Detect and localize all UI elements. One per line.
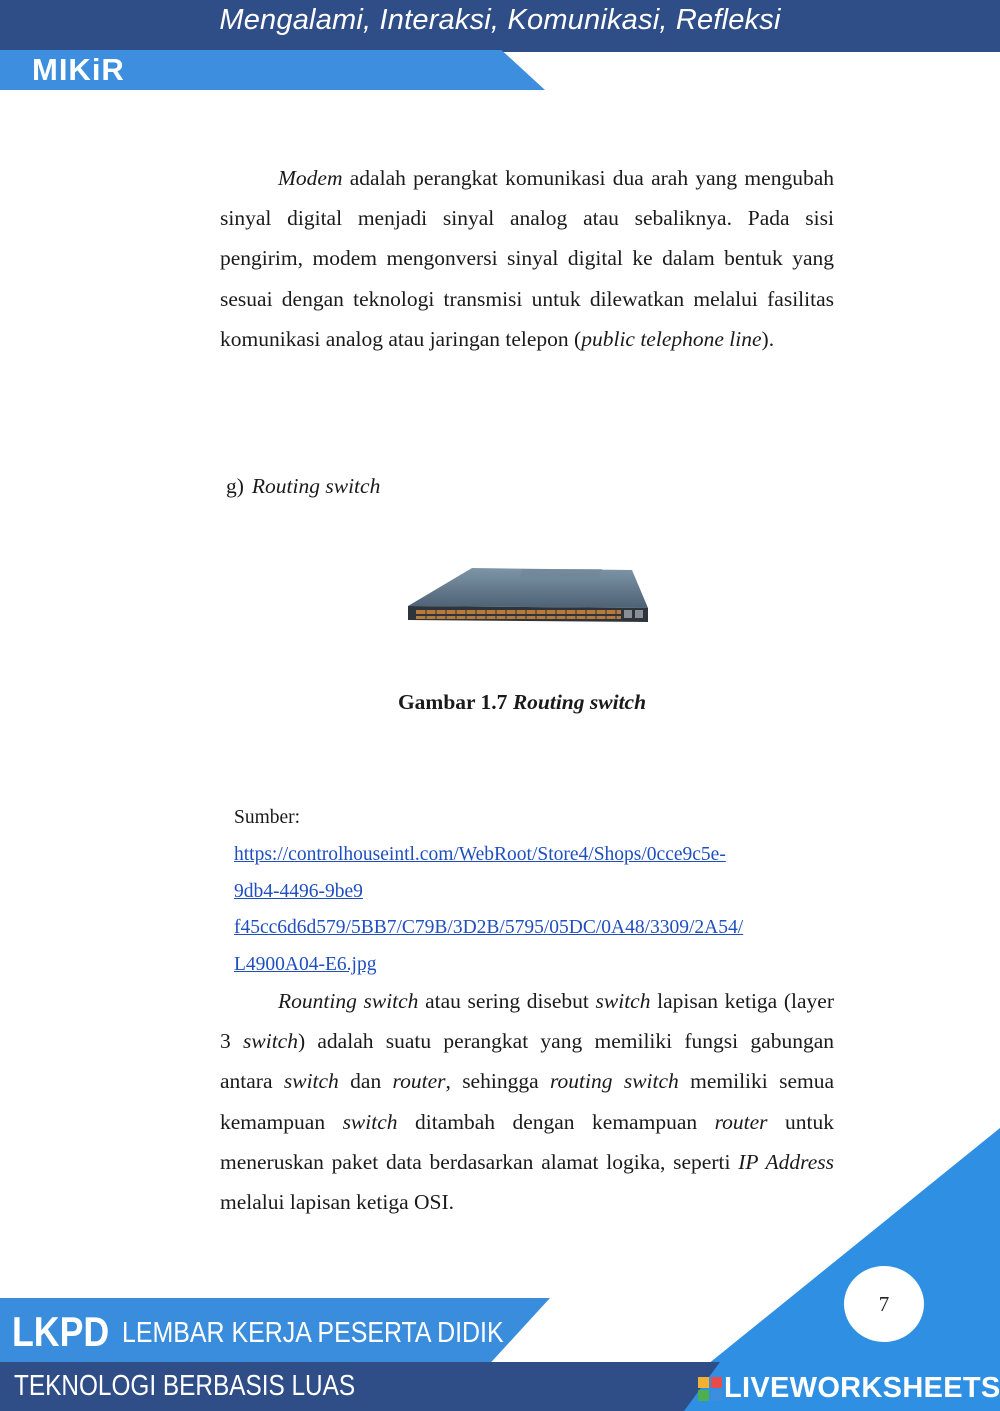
- paragraph-run: ) adalah suatu perangkat yang memiliki fungsi gabungan antara: [220, 1029, 834, 1094]
- paragraph-run: IP Address: [738, 1149, 835, 1174]
- footer-brand-subtitle: LEMBAR KERJA PESERTA DIDIK: [122, 1317, 504, 1349]
- source-block: [234, 800, 854, 984]
- figure-caption: Gambar 1.7 Routing switch: [397, 690, 647, 714]
- liveworksheets-watermark: [698, 1372, 1000, 1405]
- subheading-routing-switch: [226, 474, 380, 499]
- paragraph-run: switch: [342, 1109, 398, 1134]
- paragraph-routing-switch-text: [220, 981, 834, 1222]
- paragraph-run: Rounting switch: [278, 989, 419, 1013]
- paragraph-run: memiliki semua kemampuan: [220, 1069, 835, 1134]
- source-link-line-4[interactable]: L4900A04-E6.jpg: [234, 954, 377, 976]
- paragraph-run: , sehingga: [445, 1069, 550, 1094]
- paragraph-run: melalui lapisan ketiga OSI.: [220, 1190, 455, 1215]
- paragraph-run: lapisan ketiga (layer 3: [220, 989, 834, 1054]
- footer-subject: TEKNOLOGI BERBASIS LUAS: [14, 1370, 356, 1402]
- paragraph-routing-switch: [220, 981, 834, 1222]
- paragraph-run: router: [714, 1109, 768, 1134]
- paragraph-run: ditambah dengan kemampuan: [397, 1109, 715, 1134]
- source-link-line-3[interactable]: f45cc6d6d579/5BB7/C79B/3D2B/5795/05DC/0A48/3309/2A54/: [234, 917, 744, 939]
- paragraph-run: switch: [595, 989, 651, 1013]
- paragraph-modem: Modem adalah perangkat komunikasi dua arah yang mengubah sinyal digital menjadi sinyal analog atau sebaliknya. Pada sisi pengirim, modem mengonversi sinyal digital ke dalam bentuk yang sesuai dengan teknologi transmisi untuk dilewatkan melalui fasilitas komunikasi analog atau jaringan telepon (public telephone line).: [220, 166, 834, 351]
- liveworksheets-logo-icon: [698, 1377, 722, 1401]
- subheading-title: Routing switch: [251, 474, 381, 498]
- paragraph-run: switch: [283, 1069, 339, 1094]
- page-number: 7: [844, 1266, 924, 1342]
- routing-switch-image: [402, 560, 654, 634]
- paragraph-run: switch: [243, 1029, 298, 1054]
- footer-brand: LKPD: [12, 1308, 110, 1355]
- list-marker: g): [226, 474, 244, 498]
- paragraph-run: untuk meneruskan paket data berdasarkan alamat logika, seperti: [220, 1109, 834, 1174]
- header-title: Mengalami, Interaksi, Komunikasi, Refleksi: [219, 4, 781, 36]
- source-link-line-1[interactable]: https://controlhouseintl.com/WebRoot/Store4/Shops/0cce9c5e-: [234, 843, 726, 865]
- source-label: Sumber:: [234, 807, 301, 828]
- paragraph-run: router: [392, 1069, 446, 1094]
- paragraph-run: atau sering disebut: [418, 989, 596, 1013]
- source-link-line-2[interactable]: 9db4-4496-9be9: [234, 880, 363, 902]
- modem-term: Modem: [278, 166, 343, 190]
- paragraph-run: routing switch: [549, 1069, 679, 1094]
- paragraph-run: dan: [338, 1069, 393, 1094]
- liveworksheets-text: LIVEWORKSHEETS: [724, 1372, 1000, 1404]
- header-tab-label: MIKiR: [32, 52, 125, 87]
